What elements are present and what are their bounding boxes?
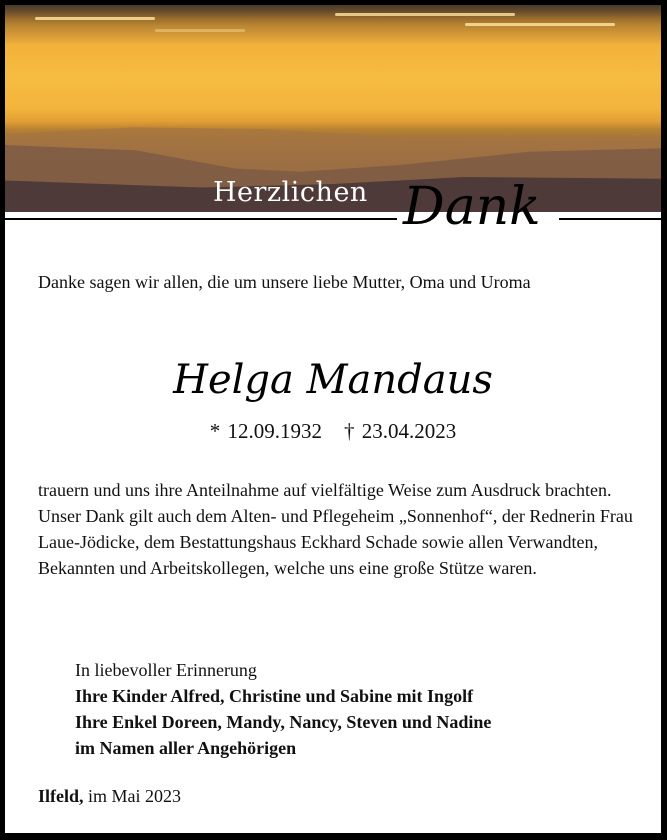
obituary-card xyxy=(5,5,661,833)
thanks-paragraph xyxy=(38,477,638,581)
life-dates xyxy=(5,419,661,444)
relatives-line: im Namen aller Angehörigen xyxy=(75,738,297,758)
thanks-line-1: trauern und uns ihre Anteilnahme auf vielfältige Weise zum Ausdruck brachten. xyxy=(38,480,612,500)
cloud-streak xyxy=(335,13,515,16)
birth-date: * 12.09.1932 xyxy=(209,419,322,443)
memory-line: In liebevoller Erinnerung xyxy=(75,660,257,680)
divider-line xyxy=(5,218,661,220)
deceased-name: Helga Mandaus xyxy=(173,357,493,403)
banner-gap xyxy=(5,212,661,217)
intro-text: Danke sagen wir allen, die um unsere liebe Mutter, Oma und Uroma xyxy=(38,272,531,292)
date: im Mai 2023 xyxy=(83,786,182,806)
place: Ilfeld, xyxy=(38,786,84,806)
grandchildren-line: Ihre Enkel Doreen, Mandy, Nancy, Steven und Nadine xyxy=(75,712,492,732)
cloud-streak xyxy=(155,29,245,32)
headline-dank: Dank xyxy=(403,177,541,237)
closing-block xyxy=(75,657,491,761)
place-date xyxy=(38,786,181,807)
headline-herzlichen: Herzlichen xyxy=(213,177,368,208)
thanks-line-2: Unser Dank gilt auch dem Alten- und Pflegeheim „Sonnenhof“, der Rednerin Frau Laue-Jödicke, dem Bestattungshaus Eckhard Schade sowie allen Verwandten, Bekannten und Arbeitskollegen, welche uns eine große Stütze waren. xyxy=(38,506,633,578)
cloud-streak xyxy=(35,17,155,20)
death-date: † 23.04.2023 xyxy=(344,419,457,443)
cloud-streak xyxy=(465,23,615,26)
children-line: Ihre Kinder Alfred, Christine und Sabine mit Ingolf xyxy=(75,686,474,706)
